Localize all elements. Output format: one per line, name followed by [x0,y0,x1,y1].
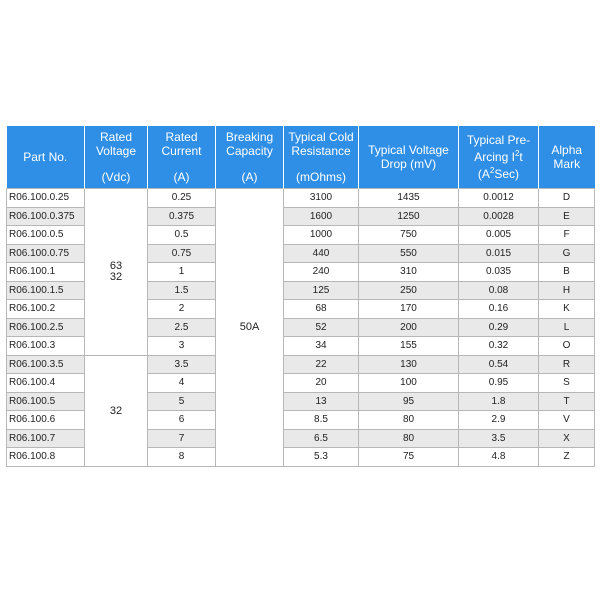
cell-part-no: R06.100.0.375 [7,207,85,226]
rated-voltage-value-2: 32 [109,270,123,283]
cell-alpha-mark: F [539,226,595,245]
cell-cold-resistance: 22 [284,355,359,374]
header-pre-arcing: Typical Pre-Arcing $I^2t$ $(A^2Sec)$ [459,126,539,189]
cell-pre-arcing: 4.8 [459,448,539,467]
cell-alpha-mark: O [539,337,595,356]
cell-part-no: R06.100.0.5 [7,226,85,245]
cell-part-no: R06.100.2 [7,300,85,319]
cell-cold-resistance: 8.5 [284,411,359,430]
cell-pre-arcing: 0.0012 [459,189,539,208]
rated-voltage-value-1: 63 [109,259,123,272]
cell-part-no: R06.100.8 [7,448,85,467]
cell-part-no: R06.100.1 [7,263,85,282]
cell-cold-resistance: 20 [284,374,359,393]
cell-alpha-mark: R [539,355,595,374]
cell-alpha-mark: B [539,263,595,282]
cell-voltage-drop: 200 [359,318,459,337]
header-rated-voltage: Rated Voltage (Vdc) [85,126,148,189]
fuse-spec-table-container [6,126,594,467]
cell-pre-arcing: 3.5 [459,429,539,448]
cell-cold-resistance: 6.5 [284,429,359,448]
cell-voltage-drop: 155 [359,337,459,356]
cell-pre-arcing: 0.015 [459,244,539,263]
table-row [7,189,595,208]
cell-rated-current: 3.5 [148,355,216,374]
cell-pre-arcing: 2.9 [459,411,539,430]
cell-rated-current: 2.5 [148,318,216,337]
header-part-no: Part No. [7,126,85,189]
cell-pre-arcing: 0.035 [459,263,539,282]
cell-cold-resistance: 440 [284,244,359,263]
cell-part-no: R06.100.6 [7,411,85,430]
cell-cold-resistance: 34 [284,337,359,356]
cell-pre-arcing: 0.0028 [459,207,539,226]
cell-part-no: R06.100.5 [7,392,85,411]
cell-pre-arcing: 1.8 [459,392,539,411]
cell-cold-resistance: 68 [284,300,359,319]
cell-cold-resistance: 13 [284,392,359,411]
cell-alpha-mark: G [539,244,595,263]
cell-voltage-drop: 130 [359,355,459,374]
cell-rated-current: 1.5 [148,281,216,300]
cell-alpha-mark: E [539,207,595,226]
cell-rated-current: 5 [148,392,216,411]
cell-cold-resistance: 1600 [284,207,359,226]
cell-voltage-drop: 170 [359,300,459,319]
cell-cold-resistance: 1000 [284,226,359,245]
cell-voltage-drop: 80 [359,429,459,448]
cell-rated-voltage-group-1 [85,189,148,356]
cell-part-no: R06.100.0.25 [7,189,85,208]
header-breaking-capacity: Breaking Capacity (A) [216,126,284,189]
cell-voltage-drop: 750 [359,226,459,245]
cell-alpha-mark: K [539,300,595,319]
header-voltage-drop: Typical Voltage Drop (mV) [359,126,459,189]
cell-rated-current: 8 [148,448,216,467]
table-row [7,355,595,374]
header-alpha-mark: Alpha Mark [539,126,595,189]
cell-pre-arcing: 0.54 [459,355,539,374]
cell-rated-current: 1 [148,263,216,282]
cell-rated-voltage-group-2: 32 [85,355,148,466]
cell-cold-resistance: 240 [284,263,359,282]
cell-part-no: R06.100.3 [7,337,85,356]
cell-alpha-mark: V [539,411,595,430]
cell-rated-current: 0.75 [148,244,216,263]
cell-cold-resistance: 52 [284,318,359,337]
cell-part-no: R06.100.2.5 [7,318,85,337]
cell-voltage-drop: 100 [359,374,459,393]
cell-rated-current: 4 [148,374,216,393]
cell-rated-current: 7 [148,429,216,448]
cell-alpha-mark: H [539,281,595,300]
cell-alpha-mark: T [539,392,595,411]
cell-pre-arcing: 0.08 [459,281,539,300]
cell-voltage-drop: 1250 [359,207,459,226]
cell-part-no: R06.100.0.75 [7,244,85,263]
cell-cold-resistance: 5.3 [284,448,359,467]
cell-rated-current: 2 [148,300,216,319]
cell-voltage-drop: 310 [359,263,459,282]
cell-part-no: R06.100.7 [7,429,85,448]
cell-cold-resistance: 3100 [284,189,359,208]
cell-alpha-mark: X [539,429,595,448]
cell-pre-arcing: 0.95 [459,374,539,393]
header-row [7,126,595,189]
cell-rated-current: 0.25 [148,189,216,208]
cell-pre-arcing: 0.005 [459,226,539,245]
cell-part-no: R06.100.1.5 [7,281,85,300]
cell-breaking-capacity: 50A [216,189,284,467]
cell-part-no: R06.100.3.5 [7,355,85,374]
cell-rated-current: 3 [148,337,216,356]
cell-pre-arcing: 0.32 [459,337,539,356]
cell-voltage-drop: 550 [359,244,459,263]
cell-alpha-mark: Z [539,448,595,467]
cell-rated-current: 0.375 [148,207,216,226]
cell-voltage-drop: 75 [359,448,459,467]
table-body [7,189,595,467]
fuse-spec-table [6,126,595,467]
header-rated-current: Rated Current (A) [148,126,216,189]
cell-alpha-mark: S [539,374,595,393]
cell-pre-arcing: 0.16 [459,300,539,319]
cell-voltage-drop: 95 [359,392,459,411]
cell-cold-resistance: 125 [284,281,359,300]
cell-voltage-drop: 250 [359,281,459,300]
cell-part-no: R06.100.4 [7,374,85,393]
header-cold-resistance: Typical Cold Resistance (mOhms) [284,126,359,189]
cell-voltage-drop: 1435 [359,189,459,208]
cell-rated-current: 6 [148,411,216,430]
cell-rated-current: 0.5 [148,226,216,245]
cell-voltage-drop: 80 [359,411,459,430]
cell-pre-arcing: 0.29 [459,318,539,337]
cell-alpha-mark: D [539,189,595,208]
cell-alpha-mark: L [539,318,595,337]
